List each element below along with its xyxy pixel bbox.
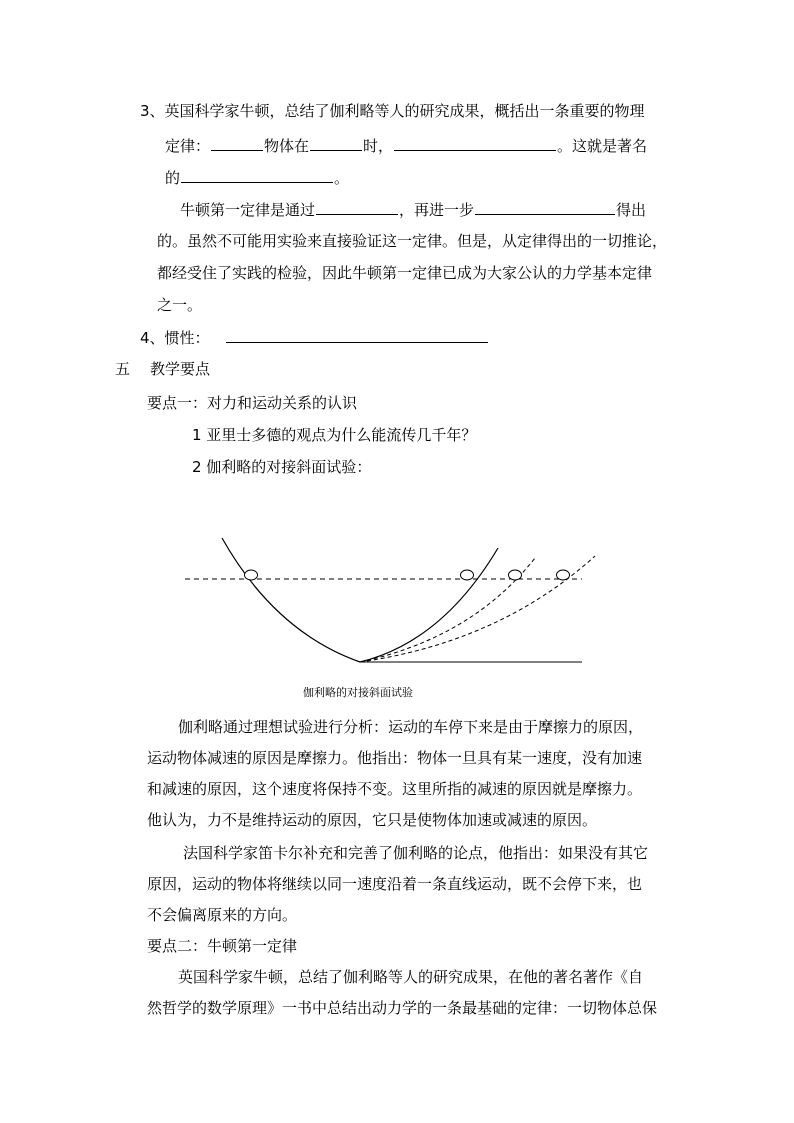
point1-title: 要点一：对力和运动关系的认识 — [147, 394, 358, 412]
incline-experiment-diagram — [180, 530, 610, 680]
blank-famous-law[interactable] — [181, 166, 333, 183]
blank-reasoning[interactable] — [475, 198, 615, 215]
q3-line2: 定律： 物体在 时， 。这就是著名 — [165, 134, 647, 157]
analysis-line4: 他认为，力不是维持运动的原因，它只是使物体加速或减速的原因。 — [147, 811, 598, 829]
q4-line: 4、惯性： — [140, 326, 489, 349]
blank-method[interactable] — [316, 198, 398, 215]
ball-low — [557, 570, 570, 580]
q3-line1: 3、英国科学家牛顿，总结了伽利略等人的研究成果，概括出一条重要的物理 — [140, 102, 645, 120]
ball-medium — [509, 570, 522, 580]
ball-steep — [461, 570, 474, 580]
incline-track-curve — [222, 538, 498, 662]
point2-line1: 英国科学家牛顿，总结了伽利略等人的研究成果，在他的著名著作《自 — [178, 968, 644, 986]
point2-line2: 然哲学的数学原理》一书中总结出动力学的一条最基础的定律：一切物体总保 — [147, 999, 658, 1017]
section-heading: 五 教学要点 — [115, 360, 211, 378]
analysis-line1: 伽利略通过理想试验进行分析：运动的车停下来是由于摩擦力的原因， — [178, 718, 644, 736]
q3-para-line4: 之一。 — [157, 296, 203, 314]
point1-item1: 1 亚里士多德的观点为什么能流传几千年？ — [192, 426, 477, 444]
descartes-line3: 不会偏离原来的方向。 — [147, 906, 298, 924]
figure-caption: 伽利略的对接斜面试验 — [303, 686, 413, 699]
ball-start — [245, 570, 258, 580]
point2-title: 要点二：牛顿第一定律 — [147, 937, 298, 955]
blank-law-name[interactable] — [211, 134, 263, 151]
descartes-line2: 原因，运动的物体将继续以同一速度沿着一条直线运动，既不会停下来，也 — [147, 875, 643, 893]
analysis-line3: 和减速的原因，这个速度将保持不变。这里所指的减速的原因就是摩擦力。 — [147, 780, 643, 798]
blank-condition[interactable] — [310, 134, 362, 151]
q3-line3: 的 。 — [165, 166, 349, 189]
blank-state[interactable] — [394, 134, 556, 151]
q3-para-line1: 牛顿第一定律是通过 ，再进一步 得出 — [180, 198, 646, 221]
q3-para-line3: 都经受住了实践的检验，因此牛顿第一定律已成为大家公认的力学基本定律 — [157, 264, 653, 282]
q3-para-line2: 的。虽然不可能用实验来直接验证这一定律。但是，从定律得出的一切推论， — [157, 232, 668, 250]
point1-item2: 2 伽利略的对接斜面试验： — [192, 458, 372, 476]
analysis-line2: 运动物体减速的原因是摩擦力。他指出：物体一旦具有某一速度，没有加速 — [147, 749, 643, 767]
descartes-line1: 法国科学家笛卡尔补充和完善了伽利略的论点，他指出：如果没有其它 — [183, 844, 649, 862]
blank-inertia[interactable] — [226, 326, 488, 343]
